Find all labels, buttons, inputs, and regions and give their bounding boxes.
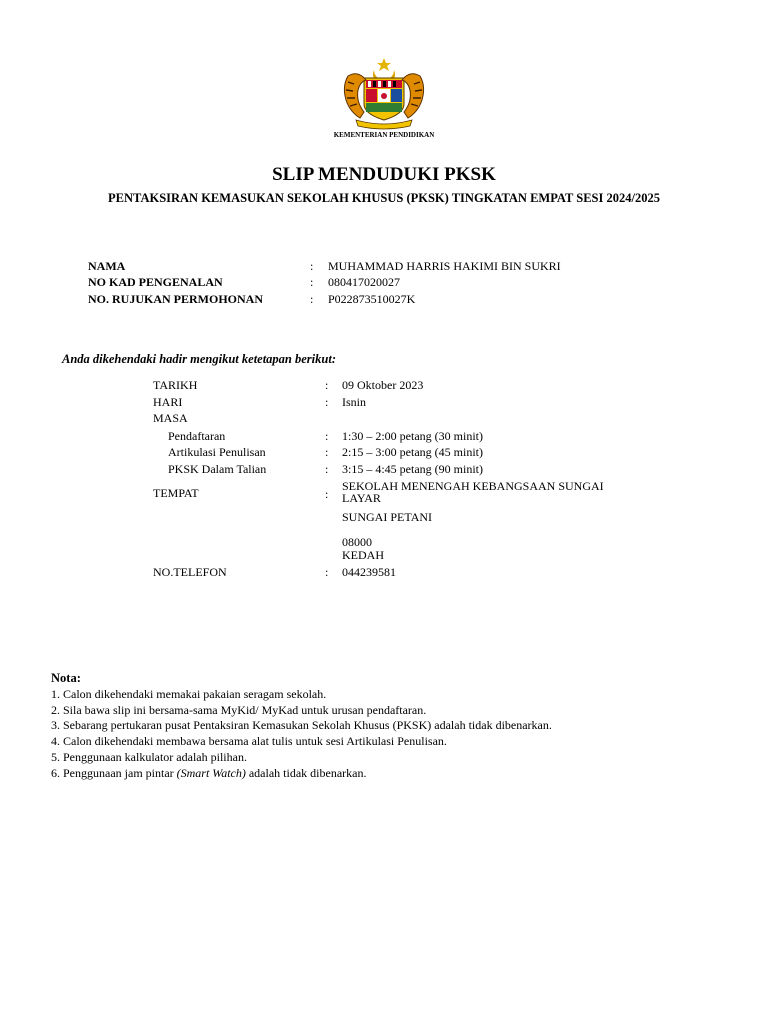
venue-postcode: 08000	[342, 535, 372, 549]
venue-separator: :	[325, 487, 329, 501]
reference-value: P022873510027K	[328, 292, 416, 306]
session-registration-separator: :	[325, 429, 329, 443]
time-label: MASA	[153, 411, 188, 425]
slip-title: SLIP MENDUDUKI PKSK	[272, 164, 496, 185]
reference-label: NO. RUJUKAN PERMOHONAN	[88, 292, 263, 306]
phone-label: NO.TELEFON	[153, 565, 227, 579]
attendance-instruction: Anda dikehendaki hadir mengikut ketetapan berikut:	[62, 352, 336, 366]
day-value: Isnin	[342, 395, 366, 409]
slip-subtitle: PENTAKSIRAN KEMASUKAN SEKOLAH KHUSUS (PKSK) TINGKATAN EMPAT SESI 2024/2025	[108, 191, 660, 205]
note-item: 5. Penggunaan kalkulator adalah pilihan.	[51, 749, 247, 764]
coat-of-arms-logo	[334, 56, 434, 132]
ic-value: 080417020027	[328, 275, 400, 289]
session-registration-value: 1:30 – 2:00 petang (30 minit)	[342, 429, 483, 443]
ic-label: NO KAD PENGENALAN	[88, 275, 223, 289]
notes-heading: Nota:	[51, 671, 81, 685]
venue-line-3: SUNGAI PETANI	[342, 510, 433, 524]
notes-section	[51, 671, 552, 782]
note-item: 1. Calon dikehendaki memakai pakaian seragam sekolah.	[51, 686, 327, 701]
note-item-smartwatch	[51, 766, 552, 782]
ic-separator: :	[310, 275, 314, 289]
venue-line-2: LAYAR	[342, 491, 381, 505]
session-writing-separator: :	[325, 445, 329, 459]
name-value: MUHAMMAD HARRIS HAKIMI BIN SUKRI	[328, 259, 561, 273]
session-writing-label: Artikulasi Penulisan	[168, 445, 266, 459]
note-item: 2. Sila bawa slip ini bersama-sama MyKid/ MyKad untuk urusan pendaftaran.	[51, 702, 427, 717]
session-online-separator: :	[325, 462, 329, 476]
ministry-name: KEMENTERIAN PENDIDIKAN	[333, 131, 435, 139]
reference-separator: :	[310, 292, 314, 306]
phone-value: 044239581	[342, 565, 396, 579]
session-online-value: 3:15 – 4:45 petang (90 minit)	[342, 462, 483, 476]
date-label: TARIKH	[153, 378, 198, 392]
note-item-prefix: 6. Penggunaan jam pintar	[51, 765, 177, 780]
date-value: 09 Oktober 2023	[342, 378, 424, 392]
day-separator: :	[325, 395, 329, 409]
name-label: NAMA	[88, 259, 126, 273]
note-item: 3. Sebarang pertukaran pusat Pentaksiran Kemasukan Sekolah Khusus (PKSK) adalah tidak dibenarkan.	[51, 718, 552, 733]
session-registration-label: Pendaftaran	[168, 429, 226, 443]
day-label: HARI	[153, 395, 183, 409]
session-writing-value: 2:15 – 3:00 petang (45 minit)	[342, 445, 483, 459]
note-item: 4. Calon dikehendaki membawa bersama alat tulis untuk sesi Artikulasi Penulisan.	[51, 734, 447, 749]
venue-state: KEDAH	[342, 548, 384, 562]
venue-line-1: SEKOLAH MENENGAH KEBANGSAAN SUNGAI	[342, 479, 604, 493]
date-separator: :	[325, 378, 329, 392]
session-online-label: PKSK Dalam Talian	[168, 462, 267, 476]
name-separator: :	[310, 259, 314, 273]
phone-separator: :	[325, 565, 329, 579]
note-item-italic: (Smart Watch)	[176, 765, 246, 780]
note-item-suffix: adalah tidak dibenarkan.	[245, 765, 367, 780]
venue-label: TEMPAT	[153, 486, 199, 500]
